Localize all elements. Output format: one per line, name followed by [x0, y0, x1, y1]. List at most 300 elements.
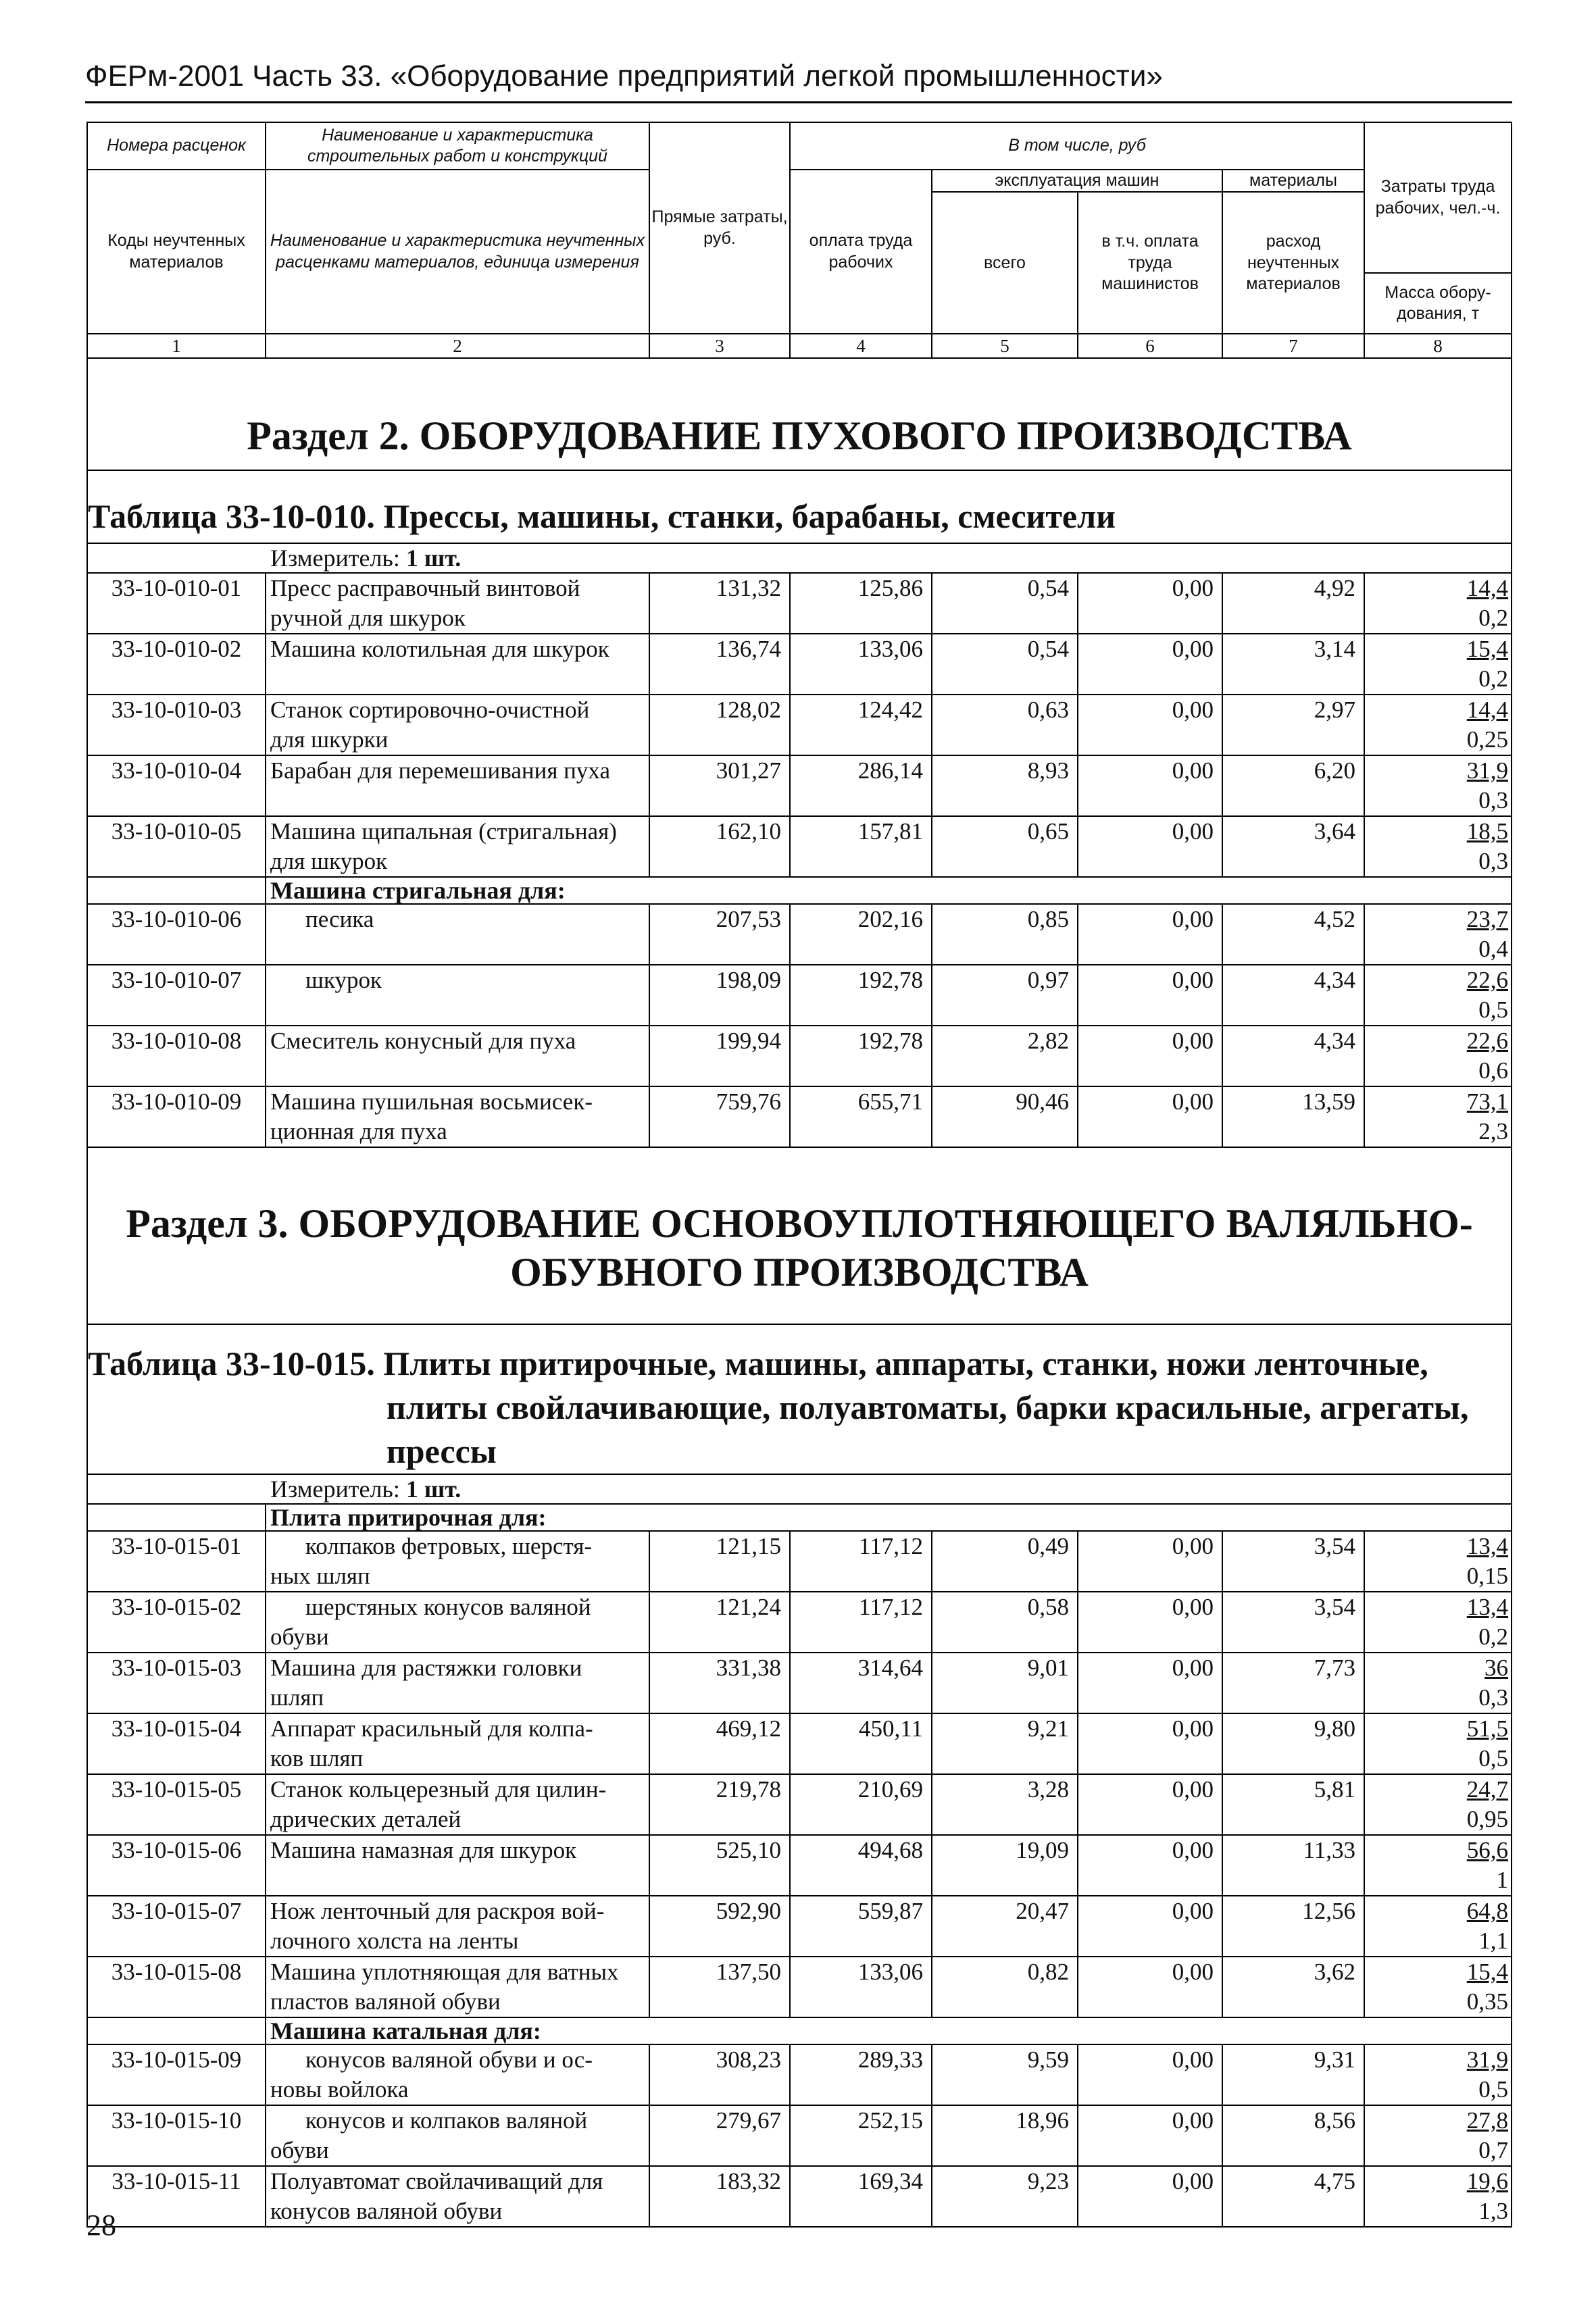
work-name-line: Машина щипальная (стригальная) — [270, 818, 617, 845]
header-equipment-mass: Масса обору-дования, т — [1364, 273, 1512, 334]
work-name-line: лочного холста на ленты — [270, 1928, 519, 1955]
rate-code: 33-10-015-06 — [87, 1835, 266, 1896]
group-heading-row — [87, 1504, 1512, 1531]
labor-mass-cell — [1364, 1774, 1512, 1835]
measure-value: 1 шт. — [405, 1476, 462, 1503]
section3-title-line1: Раздел 3. ОБОРУДОВАНИЕ ОСНОВОУПЛОТНЯЮЩЕГО ВАЛЯЛЬНО- — [126, 1201, 1473, 1247]
machines-total: 18,96 — [932, 2105, 1078, 2166]
machines-total: 0,54 — [932, 573, 1078, 634]
work-name — [266, 634, 649, 695]
group-heading-code-cell — [87, 877, 266, 904]
header-material-name: Наименование и характеристика неучтенных расценками материалов, единица измерения — [266, 170, 649, 334]
rate-row — [87, 1653, 1512, 1713]
work-name-line: конусов валяной обуви — [270, 2198, 503, 2225]
rate-row — [87, 1713, 1512, 1774]
equipment-mass: 1,3 — [1478, 2198, 1509, 2225]
rate-code: 33-10-010-09 — [87, 1086, 266, 1147]
equipment-mass: 0,4 — [1478, 936, 1509, 963]
section3-table-title-row — [87, 1324, 1512, 1474]
labor-hours: 15,4 — [1466, 1959, 1509, 1986]
equipment-mass: 0,2 — [1478, 665, 1509, 693]
column-number-1: 1 — [87, 334, 266, 358]
work-name-line: ручной для шкурок — [270, 605, 466, 632]
labor-hours: 36 — [1485, 1655, 1509, 1682]
work-name-line: ков шляп — [270, 1745, 364, 1772]
labor-pay: 117,12 — [790, 1592, 932, 1653]
rate-row — [87, 755, 1512, 816]
header-machinists-pay: в т.ч. оплата труда машинистов — [1078, 192, 1222, 334]
rate-code: 33-10-015-03 — [87, 1653, 266, 1713]
labor-mass-cell — [1364, 1086, 1512, 1147]
section3-title-row — [87, 1147, 1512, 1324]
materials-consumption: 2,97 — [1222, 695, 1364, 755]
work-name-line: ных шляп — [270, 1563, 370, 1590]
labor-pay: 202,16 — [790, 904, 932, 965]
work-name-line: Пресс расправочный винтовой — [270, 575, 580, 602]
rate-row — [87, 965, 1512, 1026]
rate-code: 33-10-010-01 — [87, 573, 266, 634]
rate-code: 33-10-015-02 — [87, 1592, 266, 1653]
machinists-pay: 0,00 — [1078, 1653, 1222, 1713]
materials-consumption: 3,64 — [1222, 816, 1364, 877]
rate-row — [87, 1957, 1512, 2017]
header-material-codes: Коды неучтенных материалов — [87, 170, 266, 334]
rate-code: 33-10-010-03 — [87, 695, 266, 755]
work-name-line: конусов и колпаков валяной — [305, 2107, 588, 2134]
labor-pay: 157,81 — [790, 816, 932, 877]
rate-row — [87, 2044, 1512, 2105]
rate-row — [87, 2105, 1512, 2166]
machinists-pay: 0,00 — [1078, 2105, 1222, 2166]
labor-pay: 133,06 — [790, 1957, 932, 2017]
column-number-6: 6 — [1078, 334, 1222, 358]
direct-costs: 525,10 — [649, 1835, 790, 1896]
work-name-line: Машина пушильная восьмисек- — [270, 1088, 593, 1115]
machines-total: 0,54 — [932, 634, 1078, 695]
section2-table-title: Таблица 33-10-010. Прессы, машины, станки, барабаны, смесители — [88, 497, 1116, 536]
rate-code: 33-10-015-09 — [87, 2044, 266, 2105]
machinists-pay: 0,00 — [1078, 2166, 1222, 2227]
work-name-line: шкурок — [305, 967, 382, 994]
labor-hours: 24,7 — [1466, 1776, 1509, 1803]
work-name-line: Аппарат красильный для колпа- — [270, 1715, 593, 1742]
labor-hours: 56,6 — [1466, 1837, 1509, 1864]
section2-table-title-row — [87, 470, 1512, 543]
materials-consumption: 4,92 — [1222, 573, 1364, 634]
rate-code: 33-10-010-05 — [87, 816, 266, 877]
rate-code: 33-10-015-04 — [87, 1713, 266, 1774]
work-name — [266, 573, 649, 634]
work-name — [266, 1713, 649, 1774]
work-name-line: колпаков фетровых, шерстя- — [305, 1533, 593, 1560]
rate-row — [87, 1835, 1512, 1896]
machines-total: 0,63 — [932, 695, 1078, 755]
labor-mass-cell — [1364, 904, 1512, 965]
work-name-line: пластов валяной обуви — [270, 1988, 501, 2015]
direct-costs: 183,32 — [649, 2166, 790, 2227]
equipment-mass: 1 — [1496, 1867, 1509, 1894]
header-labor-pay: оплата труда рабочих — [790, 170, 932, 334]
labor-mass-cell — [1364, 1592, 1512, 1653]
work-name-line: шерстяных конусов валяной — [305, 1594, 591, 1621]
rate-row — [87, 1774, 1512, 1835]
materials-consumption: 9,31 — [1222, 2044, 1364, 2105]
machines-total: 9,23 — [932, 2166, 1078, 2227]
column-number-2: 2 — [266, 334, 649, 358]
rate-code: 33-10-010-07 — [87, 965, 266, 1026]
direct-costs: 136,74 — [649, 634, 790, 695]
machinists-pay: 0,00 — [1078, 573, 1222, 634]
rate-code: 33-10-010-08 — [87, 1026, 266, 1086]
section2-title: Раздел 2. ОБОРУДОВАНИЕ ПУХОВОГО ПРОИЗВОДСТВА — [247, 413, 1352, 459]
work-name-line: шляп — [270, 1684, 324, 1711]
work-name-line: Машина уплотняющая для ватных — [270, 1959, 619, 1986]
labor-mass-cell — [1364, 1896, 1512, 1957]
header-labor-hours: Затраты труда рабочих, чел.-ч. — [1364, 122, 1512, 273]
rate-code: 33-10-015-08 — [87, 1957, 266, 2017]
work-name — [266, 2105, 649, 2166]
labor-pay: 124,42 — [790, 695, 932, 755]
rate-code: 33-10-015-10 — [87, 2105, 266, 2166]
labor-mass-cell — [1364, 965, 1512, 1026]
rate-row — [87, 634, 1512, 695]
rate-row — [87, 695, 1512, 755]
direct-costs: 121,15 — [649, 1531, 790, 1592]
labor-pay: 117,12 — [790, 1531, 932, 1592]
equipment-mass: 0,95 — [1466, 1806, 1509, 1833]
machinists-pay: 0,00 — [1078, 1026, 1222, 1086]
labor-hours: 64,8 — [1466, 1898, 1509, 1925]
work-name-line: песика — [305, 906, 374, 933]
materials-consumption: 3,54 — [1222, 1592, 1364, 1653]
section3-table-title-line3: прессы — [386, 1432, 497, 1471]
labor-pay: 494,68 — [790, 1835, 932, 1896]
labor-hours: 19,6 — [1466, 2168, 1509, 2195]
group-heading: Машина катальная для: — [266, 2017, 1512, 2044]
rate-code: 33-10-010-06 — [87, 904, 266, 965]
work-name-line: Нож ленточный для раскроя вой- — [270, 1898, 605, 1925]
labor-mass-cell — [1364, 1835, 1512, 1896]
materials-consumption: 4,52 — [1222, 904, 1364, 965]
labor-pay: 314,64 — [790, 1653, 932, 1713]
rate-code: 33-10-015-05 — [87, 1774, 266, 1835]
labor-mass-cell — [1364, 634, 1512, 695]
equipment-mass: 0,2 — [1478, 605, 1509, 632]
labor-hours: 31,9 — [1466, 2046, 1509, 2073]
section2-title-row — [87, 358, 1512, 470]
labor-hours: 51,5 — [1466, 1715, 1509, 1742]
machines-total: 2,82 — [932, 1026, 1078, 1086]
direct-costs: 279,67 — [649, 2105, 790, 2166]
header-work-name: Наименование и характеристика строительных работ и конструкций — [266, 122, 649, 170]
direct-costs: 162,10 — [649, 816, 790, 877]
work-name-line: новы войлока — [270, 2076, 409, 2103]
rate-code: 33-10-010-02 — [87, 634, 266, 695]
labor-hours: 15,4 — [1466, 636, 1509, 663]
direct-costs: 331,38 — [649, 1653, 790, 1713]
direct-costs: 198,09 — [649, 965, 790, 1026]
group-heading-code-cell — [87, 1504, 266, 1531]
rate-code: 33-10-010-04 — [87, 755, 266, 816]
work-name — [266, 1086, 649, 1147]
machinists-pay: 0,00 — [1078, 695, 1222, 755]
machinists-pay: 0,00 — [1078, 965, 1222, 1026]
rate-row — [87, 1592, 1512, 1653]
machinists-pay: 0,00 — [1078, 2044, 1222, 2105]
column-number-7: 7 — [1222, 334, 1364, 358]
rate-code: 33-10-015-01 — [87, 1531, 266, 1592]
work-name — [266, 1592, 649, 1653]
work-name-line: обуви — [270, 1624, 329, 1651]
header-direct-costs: Прямые затраты, руб. — [649, 122, 790, 334]
section3-table-title-line2: плиты свойлачивающие, полуавтоматы, барки красильные, агрегаты, — [386, 1388, 1469, 1427]
work-name-line: Барабан для перемешивания пуха — [270, 757, 610, 784]
rate-code: 33-10-015-11 — [87, 2166, 266, 2227]
materials-consumption: 3,62 — [1222, 1957, 1364, 2017]
work-name-line: ционная для пуха — [270, 1118, 447, 1145]
machines-total: 0,49 — [932, 1531, 1078, 1592]
section2-measure-row — [87, 543, 1512, 573]
group-heading-row — [87, 2017, 1512, 2044]
section3-table-title-line1: Таблица 33-10-015. Плиты притирочные, машины, аппараты, станки, ножи ленточные, — [88, 1344, 1428, 1383]
rate-code: 33-10-015-07 — [87, 1896, 266, 1957]
labor-hours: 27,8 — [1466, 2107, 1509, 2134]
work-name-line: для шкурок — [270, 848, 388, 875]
work-name — [266, 816, 649, 877]
header-in-total: В том числе, руб — [790, 122, 1364, 170]
equipment-mass: 1,1 — [1478, 1928, 1509, 1955]
machinists-pay: 0,00 — [1078, 634, 1222, 695]
work-name — [266, 1957, 649, 2017]
machinists-pay: 0,00 — [1078, 1774, 1222, 1835]
column-number-3: 3 — [649, 334, 790, 358]
machines-total: 0,58 — [932, 1592, 1078, 1653]
labor-pay: 125,86 — [790, 573, 932, 634]
direct-costs: 137,50 — [649, 1957, 790, 2017]
machines-total: 0,82 — [932, 1957, 1078, 2017]
work-name-line: Смеситель конусный для пуха — [270, 1028, 576, 1055]
labor-mass-cell — [1364, 695, 1512, 755]
work-name — [266, 904, 649, 965]
materials-consumption: 8,56 — [1222, 2105, 1364, 2166]
labor-pay: 450,11 — [790, 1713, 932, 1774]
materials-consumption: 13,59 — [1222, 1086, 1364, 1147]
machines-total: 8,93 — [932, 755, 1078, 816]
machinists-pay: 0,00 — [1078, 1957, 1222, 2017]
labor-mass-cell — [1364, 1531, 1512, 1592]
materials-consumption: 11,33 — [1222, 1835, 1364, 1896]
machines-total: 90,46 — [932, 1086, 1078, 1147]
column-number-5: 5 — [932, 334, 1078, 358]
work-name — [266, 2044, 649, 2105]
materials-consumption: 12,56 — [1222, 1896, 1364, 1957]
labor-hours: 18,5 — [1466, 818, 1509, 845]
work-name-line: Станок сортировочно-очистной — [270, 697, 590, 724]
labor-hours: 14,4 — [1466, 697, 1509, 724]
labor-mass-cell — [1364, 2166, 1512, 2227]
machines-total: 0,97 — [932, 965, 1078, 1026]
direct-costs: 308,23 — [649, 2044, 790, 2105]
equipment-mass: 0,3 — [1478, 848, 1509, 875]
machinists-pay: 0,00 — [1078, 1835, 1222, 1896]
equipment-mass: 0,35 — [1466, 1988, 1509, 2015]
machinists-pay: 0,00 — [1078, 1531, 1222, 1592]
direct-costs: 759,76 — [649, 1086, 790, 1147]
labor-pay: 133,06 — [790, 634, 932, 695]
rate-row — [87, 1531, 1512, 1592]
labor-hours: 31,9 — [1466, 757, 1509, 784]
work-name-line: дрических деталей — [270, 1806, 462, 1833]
column-numbers-row — [87, 334, 1512, 358]
section3-title-line2: ОБУВНОГО ПРОИЗВОДСТВА — [510, 1250, 1089, 1295]
group-heading-row — [87, 877, 1512, 904]
header-machines-total: всего — [932, 192, 1078, 334]
machinists-pay: 0,00 — [1078, 1713, 1222, 1774]
labor-pay: 210,69 — [790, 1774, 932, 1835]
work-name — [266, 1026, 649, 1086]
direct-costs: 469,12 — [649, 1713, 790, 1774]
machines-total: 9,21 — [932, 1713, 1078, 1774]
equipment-mass: 0,5 — [1478, 997, 1509, 1024]
labor-pay: 192,78 — [790, 965, 932, 1026]
group-heading: Машина стригальная для: — [266, 877, 1512, 904]
labor-mass-cell — [1364, 816, 1512, 877]
labor-mass-cell — [1364, 2105, 1512, 2166]
labor-hours: 13,4 — [1466, 1533, 1509, 1560]
materials-consumption: 4,34 — [1222, 1026, 1364, 1086]
labor-mass-cell — [1364, 1713, 1512, 1774]
materials-consumption: 3,54 — [1222, 1531, 1364, 1592]
group-heading: Плита притирочная для: — [266, 1504, 1512, 1531]
rates-table — [86, 122, 1512, 2228]
work-name-line: Полуавтомат свойлачиващий для — [270, 2168, 603, 2195]
page-header: ФЕРм-2001 Часть 33. «Оборудование предприятий легкой промышленности» — [85, 59, 1163, 93]
section3-measure-row — [87, 1474, 1512, 1504]
work-name-line: Машина колотильная для шкурок — [270, 636, 609, 663]
direct-costs: 207,53 — [649, 904, 790, 965]
work-name — [266, 2166, 649, 2227]
labor-pay: 655,71 — [790, 1086, 932, 1147]
work-name-line: Станок кольцерезный для цилин- — [270, 1776, 607, 1803]
materials-consumption: 7,73 — [1222, 1653, 1364, 1713]
rates-table-container — [86, 122, 1511, 2228]
materials-consumption: 4,34 — [1222, 965, 1364, 1026]
equipment-mass: 0,7 — [1478, 2137, 1509, 2164]
work-name-line: конусов валяной обуви и ос- — [305, 2046, 593, 2073]
machines-total: 9,01 — [932, 1653, 1078, 1713]
labor-pay: 192,78 — [790, 1026, 932, 1086]
labor-mass-cell — [1364, 2044, 1512, 2105]
machinists-pay: 0,00 — [1078, 1896, 1222, 1957]
direct-costs: 301,27 — [649, 755, 790, 816]
rate-row — [87, 1896, 1512, 1957]
direct-costs: 131,32 — [649, 573, 790, 634]
direct-costs: 199,94 — [649, 1026, 790, 1086]
labor-hours: 23,7 — [1466, 906, 1509, 933]
work-name — [266, 965, 649, 1026]
rate-row — [87, 2166, 1512, 2227]
materials-consumption: 4,75 — [1222, 2166, 1364, 2227]
equipment-mass: 0,3 — [1478, 787, 1509, 814]
rate-row — [87, 1026, 1512, 1086]
labor-pay: 559,87 — [790, 1896, 932, 1957]
machinists-pay: 0,00 — [1078, 816, 1222, 877]
machines-total: 20,47 — [932, 1896, 1078, 1957]
rates-table-body — [87, 122, 1512, 2227]
labor-mass-cell — [1364, 1026, 1512, 1086]
equipment-mass: 0,5 — [1478, 2076, 1509, 2103]
machinists-pay: 0,00 — [1078, 1592, 1222, 1653]
measure-value: 1 шт. — [405, 545, 462, 572]
header-machines-group: эксплуатация машин — [932, 170, 1222, 192]
work-name — [266, 1653, 649, 1713]
header-rate-numbers: Номера расценок — [87, 122, 266, 170]
labor-hours: 73,1 — [1466, 1088, 1509, 1115]
labor-mass-cell — [1364, 755, 1512, 816]
labor-pay: 286,14 — [790, 755, 932, 816]
labor-hours: 22,6 — [1466, 1028, 1509, 1055]
work-name-line: Машина намазная для шкурок — [270, 1837, 577, 1864]
work-name-line: Машина для растяжки головки — [270, 1655, 582, 1682]
materials-consumption: 9,80 — [1222, 1713, 1364, 1774]
work-name — [266, 1774, 649, 1835]
machines-total: 0,65 — [932, 816, 1078, 877]
work-name — [266, 1896, 649, 1957]
equipment-mass: 0,3 — [1478, 1684, 1509, 1711]
labor-hours: 14,4 — [1466, 575, 1509, 602]
machinists-pay: 0,00 — [1078, 755, 1222, 816]
labor-mass-cell — [1364, 1957, 1512, 2017]
equipment-mass: 0,25 — [1466, 726, 1509, 753]
column-number-8: 8 — [1364, 334, 1512, 358]
labor-pay: 252,15 — [790, 2105, 932, 2166]
rate-row — [87, 816, 1512, 877]
work-name — [266, 1531, 649, 1592]
direct-costs: 121,24 — [649, 1592, 790, 1653]
materials-consumption: 5,81 — [1222, 1774, 1364, 1835]
work-name-line: обуви — [270, 2137, 329, 2164]
work-name — [266, 755, 649, 816]
header-materials-group: материалы — [1222, 170, 1364, 192]
materials-consumption: 6,20 — [1222, 755, 1364, 816]
group-heading-code-cell — [87, 2017, 266, 2044]
equipment-mass: 0,5 — [1478, 1745, 1509, 1772]
equipment-mass: 0,15 — [1466, 1563, 1509, 1590]
labor-pay: 169,34 — [790, 2166, 932, 2227]
header-materials-consumption: расход неучтенных материалов — [1222, 192, 1364, 334]
labor-pay: 289,33 — [790, 2044, 932, 2105]
measure-label: Измеритель: — [270, 545, 400, 572]
rate-row — [87, 1086, 1512, 1147]
header-rule — [85, 101, 1512, 103]
materials-consumption: 3,14 — [1222, 634, 1364, 695]
work-name — [266, 695, 649, 755]
machines-total: 19,09 — [932, 1835, 1078, 1896]
rate-row — [87, 904, 1512, 965]
machines-total: 9,59 — [932, 2044, 1078, 2105]
measure-label: Измеритель: — [270, 1476, 400, 1503]
column-number-4: 4 — [790, 334, 932, 358]
machines-total: 3,28 — [932, 1774, 1078, 1835]
equipment-mass: 2,3 — [1478, 1118, 1509, 1145]
machines-total: 0,85 — [932, 904, 1078, 965]
labor-mass-cell — [1364, 573, 1512, 634]
labor-hours: 13,4 — [1466, 1594, 1509, 1621]
rate-row — [87, 573, 1512, 634]
work-name — [266, 1835, 649, 1896]
page-number: 28 — [86, 2209, 116, 2242]
work-name-line: для шкурки — [270, 726, 389, 753]
